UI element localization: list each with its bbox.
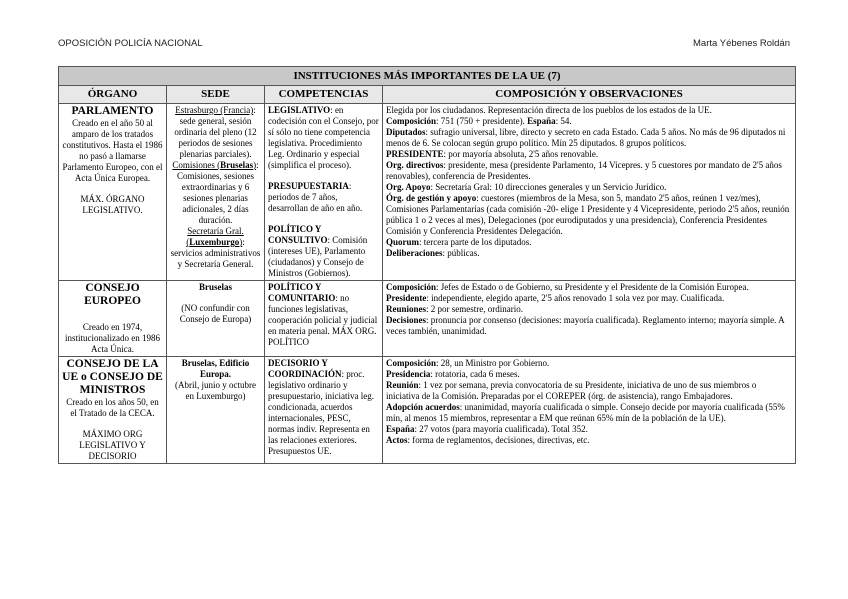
organo-desc: Creado en el año 50 al amparo de los tratados constitutivos. Hasta el 1986 no pasó a llamarse Parlamento Europeo, con el Acta Única Europea.: [62, 118, 163, 183]
sede-cell: [167, 104, 265, 281]
composicion-line: [386, 315, 792, 337]
composicion-label: Composición: [386, 358, 437, 368]
competencia-title: PRESUPUESTARIA: [268, 181, 349, 191]
table-row: [59, 357, 796, 464]
column-header: COMPETENCIAS: [265, 86, 383, 104]
competencias-cell: [265, 281, 383, 357]
column-header: SEDE: [167, 86, 265, 104]
sede-title: Bruselas, Edificio Europa.: [181, 358, 250, 379]
composicion-line: [386, 358, 792, 369]
composicion-text: Elegida por los ciudadanos. Representación directa de los pueblos de los estados de la UE.: [386, 105, 712, 115]
composicion-line: [386, 127, 792, 149]
competencia-text: : Comisión (intereses UE), Parlamento (ciudadanos) y Consejo de Ministros (Gobiernos).: [268, 235, 368, 278]
sede-text: : Comisiones, sesiones extraordinarias y 6 sesiones plenarias adicionales, 2 días duración.: [176, 160, 259, 225]
composicion-label: Org. Apoyo: [386, 182, 431, 192]
sede-bold: Luxemburgo: [189, 237, 240, 247]
competencia-title: LEGISLATIVO: [268, 105, 331, 115]
organo-note: MÁX. ÓRGANO LEGISLATIVO.: [80, 194, 145, 215]
composicion-line: [386, 304, 792, 315]
sede-cell: [167, 281, 265, 357]
composicion-text: : 54.: [555, 116, 572, 126]
competencia-text: : no funciones legislativas, cooperación policial y judicial en materia penal. MÁX ORG. POLÍTICO: [268, 293, 378, 347]
composicion-cell: [383, 281, 796, 357]
composicion-line: [386, 293, 792, 304]
composicion-label: España: [527, 116, 556, 126]
competencias-cell: [265, 104, 383, 281]
organo-name: CONSEJO DE LA UE o CONSEJO DE MINISTROS: [62, 358, 163, 396]
composicion-text: : 28, un Ministro por Gobierno.: [436, 358, 550, 368]
composicion-line: [386, 435, 792, 446]
composicion-line: [386, 149, 792, 160]
institutions-table: [58, 66, 796, 464]
header-right: Marta Yébenes Roldán: [693, 38, 790, 49]
sede-close: ): [253, 160, 257, 170]
column-header: COMPOSICIÓN Y OBSERVACIONES: [383, 86, 796, 104]
composicion-label: Actos: [386, 435, 408, 445]
composicion-label: Decisiones: [386, 315, 426, 325]
composicion-label: Quorum: [386, 237, 420, 247]
composicion-line: [386, 402, 792, 424]
column-header: ÓRGANO: [59, 86, 167, 104]
composicion-label: Composición: [386, 282, 437, 292]
competencia-title: DECISORIO Y COORDINACIÓN: [268, 358, 342, 379]
sede-text: (NO confundir con Consejo de Europa): [179, 303, 252, 324]
organo-desc: Creado en 1974, institucionalizado en 1986 Acta Única.: [65, 322, 160, 354]
competencias-cell: [265, 357, 383, 464]
composicion-line: [386, 182, 792, 193]
composicion-text: : forma de reglamentos, decisiones, directivas, etc.: [407, 435, 590, 445]
composicion-label: Reuniones: [386, 304, 427, 314]
composicion-line: [386, 369, 792, 380]
composicion-line: [386, 160, 792, 182]
composicion-text: : 2 por semestre, ordinario.: [426, 304, 523, 314]
sede-label: Estrasburgo (Francia): [175, 105, 254, 115]
organo-cell: [59, 357, 167, 464]
competencia-title: POLÍTICO Y CONSULTIVO: [268, 224, 328, 245]
competencia-title: POLÍTICO Y COMUNITARIO: [268, 282, 336, 303]
composicion-label: Presidencia: [386, 369, 431, 379]
composicion-text: : públicas.: [442, 248, 480, 258]
composicion-label: Adopción acuerdos: [386, 402, 460, 412]
sede-title: Bruselas: [198, 282, 232, 292]
composicion-text: : independiente, elegido aparte, 2'5 años renovado 1 sola vez por may. Cualificada.: [426, 293, 725, 303]
sede-cell: [167, 357, 265, 464]
composicion-line: [386, 116, 792, 127]
composicion-text: : Jefes de Estado o de Gobierno, su Presidente y el Presidente de la Comisión Europea.: [436, 282, 749, 292]
composicion-label: Org. directivos: [386, 160, 444, 170]
composicion-label: Reunión: [386, 380, 419, 390]
sede-text: (Abril, junio y octubre en Luxemburgo): [175, 380, 256, 401]
header-left: OPOSICIÓN POLICÍA NACIONAL: [58, 38, 203, 49]
organo-note: MÁXIMO ORG LEGISLATIVO Y DECISORIO: [79, 429, 146, 461]
composicion-line: [386, 380, 792, 402]
competencia-text: : periodos de 7 años, desarrollan de año en año.: [268, 181, 363, 213]
composicion-text: : 751 (750 + presidente).: [436, 116, 528, 126]
composicion-label: Presidente: [386, 293, 427, 303]
composicion-line: [386, 248, 792, 259]
composicion-text: : por mayoría absoluta, 2'5 años renovable.: [443, 149, 599, 159]
composicion-label: Composición: [386, 116, 437, 126]
composicion-text: : Secretaría Gral: 10 direcciones generales y un Servicio Jurídico.: [430, 182, 667, 192]
organo-cell: [59, 281, 167, 357]
composicion-text: : tercera parte de los diputados.: [419, 237, 532, 247]
organo-cell: [59, 104, 167, 281]
sede-bold: Bruselas: [220, 160, 254, 170]
composicion-label: Órg. de gestión y apoyo: [386, 193, 477, 203]
composicion-text: : cuestores (miembros de la Mesa, son 5, mandato 2'5 años, reúnen 1 vez/mes), Comisiones Parlamentarias (cada comisión -20- elige 1 Presidente y 4 Vicepresidente, periodo 2'5 años, reunión pública 1 o 2 veces al mes), Delegaciones (por eurodiputados y una presidencia), Conferencia Presidentes Comisión y Conferencia Presidentes Delegación.: [386, 193, 790, 236]
composicion-text: : presidente, mesa (presidente Parlamento, 14 Vicepres. y 5 cuestores por mandato de 2'5 años renovables), conferencia de Presidentes.: [386, 160, 782, 181]
composicion-label: Diputados: [386, 127, 426, 137]
composicion-text: : unanimidad, mayoría cualificada o simple. Consejo decide por mayoría cualificada (55% mín, al menos 15 miembros, representar a EM que reúnan 65% mín de la población de la UE).: [386, 402, 785, 423]
table-title: INSTITUCIONES MÁS IMPORTANTES DE LA UE (7): [59, 67, 796, 86]
sede-label: Secretaría Gral. (: [186, 226, 244, 247]
composicion-text: : 27 votos (para mayoría cualificada). Total 352.: [414, 424, 588, 434]
composicion-line: [386, 193, 792, 237]
sede-text: : sede general, sesión ordinaria del pleno (12 periodos de sesiones plenarias parciales).: [174, 105, 257, 159]
organo-name: CONSEJO EUROPEO: [84, 282, 141, 307]
composicion-cell: [383, 357, 796, 464]
composicion-label: PRESIDENTE: [386, 149, 444, 159]
composicion-label: España: [386, 424, 415, 434]
composicion-text: : 1 vez por semana, previa convocatoria de su Presidente, iniciativa de uno de sus miembros o iniciativa de la Comisión. Preparadas por el COREPER (órg. de asistencia), rango Embajadores.: [386, 380, 757, 401]
competencia-text: : en codecisión con el Consejo, por sí sólo no tiene competencia legislativa. Procedimiento Leg. Ordinario y especial (simplifica el proceso).: [268, 105, 379, 170]
organo-desc: Creado en los años 50, en el Tratado de la CECA.: [66, 397, 159, 418]
composicion-text: : sufragio universal, libre, directo y secreto en cada Estado. Cada 5 años. No más de 96 diputados ni menos de 6. Se colocan según grupo político. Mín 25 diputados. 8 grupos políticos.: [386, 127, 786, 148]
competencia-text: : proc. legislativo ordinario y presupuestario, iniciativa leg. condicionada, acuerdos internacionales, PESC, normas indiv. Representa en las relaciones exteriores. Presupuestos UE.: [268, 369, 374, 456]
composicion-line: [386, 237, 792, 248]
composicion-line: [386, 105, 792, 116]
table-row: [59, 281, 796, 357]
sede-label: Comisiones (: [172, 160, 221, 170]
composicion-cell: [383, 104, 796, 281]
composicion-text: : pronuncia por consenso (decisiones: mayoría cualificada). Reglamento interno; mayoría simple. A veces también, unanimidad.: [386, 315, 785, 336]
sede-text: : servicios administrativos y Secretaría General.: [170, 237, 261, 269]
composicion-line: [386, 282, 792, 293]
composicion-text: : rotatoria, cada 6 meses.: [430, 369, 520, 379]
table-row: [59, 104, 796, 281]
composicion-label: Deliberaciones: [386, 248, 443, 258]
sede-close: ): [239, 237, 243, 247]
organo-name: PARLAMENTO: [71, 105, 154, 117]
composicion-line: [386, 424, 792, 435]
